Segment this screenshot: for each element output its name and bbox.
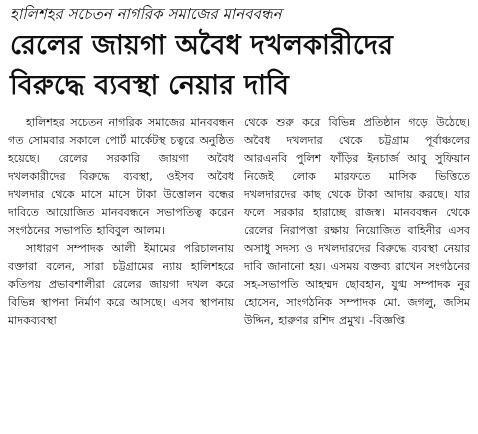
headline <box>10 26 472 106</box>
column-left <box>8 114 234 330</box>
paragraph: হালিশহর সচেতন নাগরিক সমাজের মানববন্ধন গত সোমবার সকালে পোর্ট মার্কেটস্থ চত্বরে অনুষ্ঠিত হয়েছে। রেলের সরকারি জায়গা অবৈধ দখলকারীদের বিরুদ্ধে ব্যবস্থা, ওইসব অবৈধ দখলদার থেকে মাসে মাসে টাকা উত্তোলন বন্ধের দাবিতে আয়োজিত মানববন্ধনে সভাপতিত্ব করেন সংগঠনের সভাপতি হাবিবুল আলম। <box>8 116 234 237</box>
headline-line-1: রেলের জায়গা অবৈধ দখলকারীদের <box>10 30 394 61</box>
paragraph: সাধারণ সম্পাদক আলী ইমামের পরিচালনায় বক্তারা বলেন, সারা চট্টগ্রামের ন্যায় হালিশহরে কতিপয় প্রভাবশালীরা রেলের জায়গা দখল করে বিভিন্ন স্থাপনা নির্মাণ করে আসছে। এসব স্থাপনায় মাদকব্যবস্থা <box>8 242 234 327</box>
headline-line-2: বিরুদ্ধে ব্যবস্থা নেয়ার দাবি <box>10 70 290 101</box>
paragraph: থেকে শুরু করে বিভিন্ন প্রতিষ্ঠান গড়ে উঠেছে। অবৈধ দখলদার থেকে চট্টগ্রাম পূর্বাঞ্চলের আরএনবি পুলিশ ফাঁড়ির ইনচার্জ আবু সুফিয়ান নিজেই লোক মারফতে মাসিক ভিত্তিতে দখলদারদের কাছ থেকে টাকা আদায় করছে। যার ফলে সরকার হারাচ্ছে রাজস্ব। মানববন্ধন থেকে রেলের নিরাপত্তা রক্ষায় নিয়োজিত বাহিনীর এসব অসাধু সদস্য ও দখলদারদের বিরুদ্ধে ব্যবস্থা নেয়ার দাবি জানানো হয়। এসময় বক্তব্য রাখেন সংগঠনের সহ-সভাপতি আহম্মদ ছোবহান, যুগ্ম সম্পাদক নুর হোসেন, সাংগঠনিক সম্পাদক মো. জগলু, জসিম উদ্দিন, হারুণর রশিদ প্রমুখ। -বিজ্ঞপ্তি <box>244 116 470 327</box>
kicker-line: হালিশহর সচেতন নাগরিক সমাজের মানববন্ধন <box>10 5 282 23</box>
article-body <box>6 114 472 330</box>
column-right <box>244 114 470 330</box>
